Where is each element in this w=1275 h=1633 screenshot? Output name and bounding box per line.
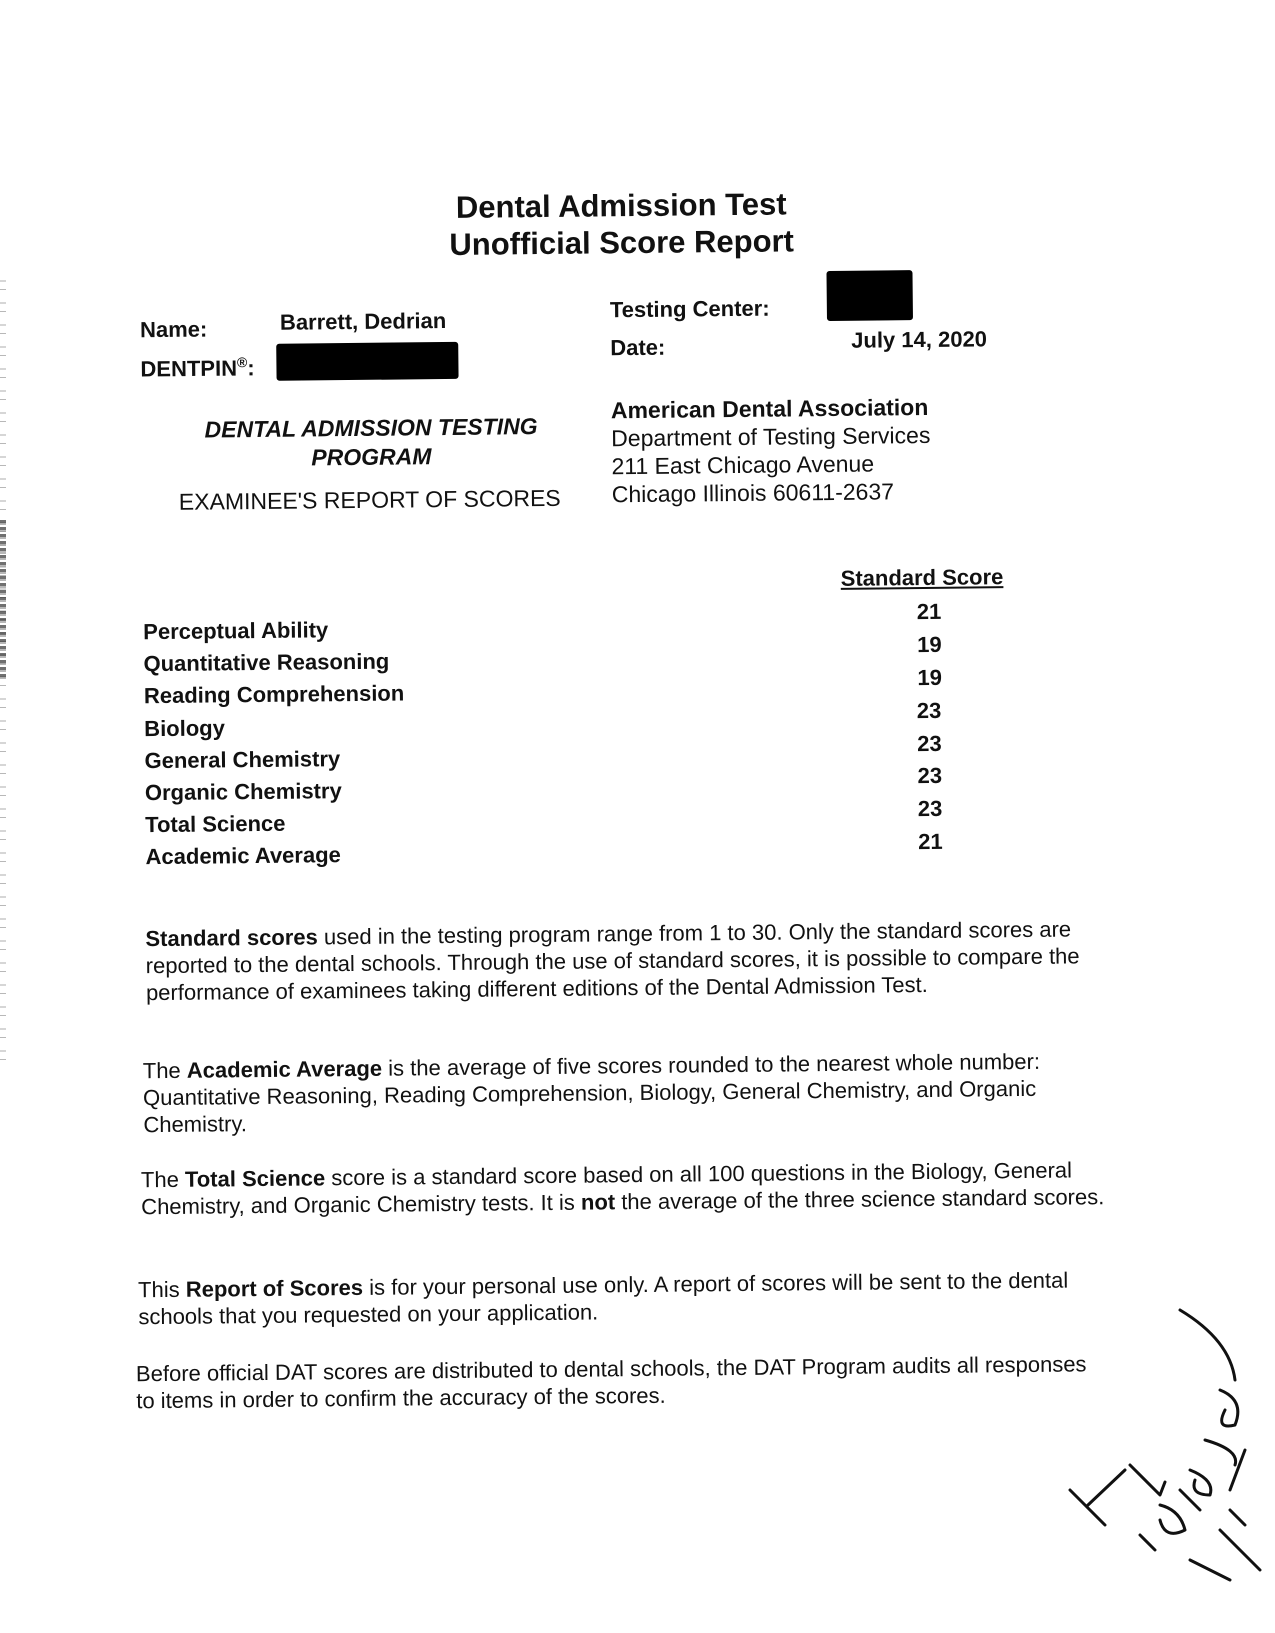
note-text: This (137, 1276, 186, 1303)
handwritten-paren-stroke (1180, 1310, 1235, 1380)
note-bold: Report of Scores (185, 1274, 364, 1302)
score-row-value: 19 (917, 631, 942, 658)
test-date: July 14, 2020 (851, 326, 988, 353)
score-row-subject: Academic Average (145, 842, 341, 870)
report-of-scores-heading: EXAMINEE'S REPORT OF SCORES (178, 484, 561, 515)
testing-center-label: Testing Center: (609, 295, 770, 323)
note-academic-average (143, 1047, 1124, 1138)
organization-address (611, 393, 931, 508)
score-row-value: 19 (917, 664, 943, 691)
score-row-subject: Quantitative Reasoning (143, 648, 390, 677)
handwritten-mark-stroke (1220, 1390, 1238, 1426)
note-bold: Total Science (184, 1165, 326, 1192)
name-label: Name: (139, 316, 208, 343)
report-title: Dental Admission Test (455, 186, 787, 225)
score-row-value: 21 (918, 828, 943, 855)
handwritten-annotation (1030, 1290, 1275, 1590)
note-bold: Academic Average (186, 1055, 383, 1083)
testing-center-redaction (826, 270, 913, 321)
organization-name: American Dental Association (610, 393, 929, 424)
score-row-value: 23 (917, 730, 942, 757)
score-row-subject: Total Science (145, 810, 286, 838)
registered-mark: ® (236, 354, 248, 371)
note-bold: Standard scores (145, 924, 318, 952)
handwritten-initials-stroke (1070, 1465, 1165, 1525)
note-text: used in the testing program range from 1 to 30. Only the standard scores are reported to the dental schools. Through the use of standard scores, it is possible to compare the performance of examinees taking different editions of the Dental Admission Test. (145, 916, 1080, 1006)
report-subtitle: Unofficial Score Report (449, 223, 795, 262)
dentpin-label (140, 354, 254, 383)
organization-city: Chicago Illinois 60611-2637 (611, 478, 895, 508)
dentpin-label-text: DENTPIN (140, 355, 238, 382)
score-row-subject: Biology (144, 715, 226, 742)
note-text: The (140, 1166, 186, 1193)
standard-score-header: Standard Score (840, 564, 1004, 591)
program-heading-line1: DENTAL ADMISSION TESTING (204, 413, 538, 443)
organization-street: 211 East Chicago Avenue (611, 450, 875, 480)
dentpin-colon: : (247, 355, 255, 381)
score-row-subject: Organic Chemistry (144, 778, 342, 806)
note-text: Before official DAT scores are distributed to dental schools, the DAT Program audits all responses to items in order to confirm the accuracy of the scores. (135, 1351, 1087, 1414)
note-total-science (141, 1156, 1122, 1220)
note-text: is for your personal use only. A report of scores will be sent to the dental schools that you requested on your application. (138, 1267, 1069, 1330)
note-report-of-scores (138, 1266, 1119, 1330)
score-row-value: 23 (917, 762, 943, 789)
score-row-value: 23 (917, 795, 943, 822)
score-row-subject: General Chemistry (144, 746, 341, 774)
note-text: score is a standard score based on all 100 questions in the Biology, General Chemistry, and Organic Chemistry tests. It is (141, 1157, 1073, 1220)
date-label: Date: (610, 334, 666, 361)
score-row-value: 21 (916, 598, 942, 625)
dentpin-redaction (276, 342, 458, 381)
note-bold: not (580, 1189, 616, 1215)
note-text: The (142, 1057, 187, 1084)
program-heading-line2: PROGRAM (311, 443, 432, 471)
examinee-name: Barrett, Dedrian (279, 308, 447, 335)
score-row-subject: Perceptual Ability (143, 617, 329, 645)
score-row-value: 23 (916, 697, 942, 724)
note-text: the average of the three science standard scores. (614, 1184, 1105, 1215)
note-standard-scores (145, 915, 1126, 1006)
handwritten-code-stroke (1140, 1470, 1211, 1550)
organization-department: Department of Testing Services (611, 421, 931, 452)
score-row-subject: Reading Comprehension (143, 680, 405, 709)
note-audit (136, 1350, 1097, 1414)
note-text: is the average of five scores rounded to the nearest whole number: Quantitative Reasoning, Reading Comprehension, Biology, General Chemistry, and Organic Chemistry. (142, 1048, 1041, 1138)
